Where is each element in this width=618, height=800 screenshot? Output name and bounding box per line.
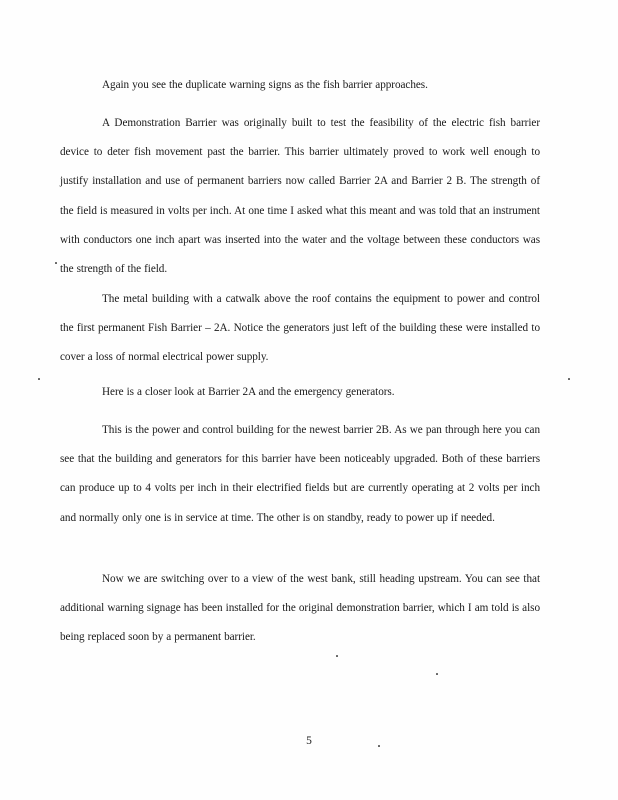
paragraph-metal-building — [60, 285, 540, 373]
paragraph-text: The metal building with a catwalk above the roof contains the equipment to power and control the first permanent Fish Barrier – 2A. Notice the generators just left of the building these were installed to cover a loss of normal electrical power supply. — [60, 293, 540, 364]
scan-speck — [38, 378, 40, 380]
paragraph-text: A Demonstration Barrier was originally built to test the feasibility of the electric fish barrier device to deter fish movement past the barrier. This barrier ultimately proved to work well enough to justify installation and use of permanent barriers now called Barrier 2A and Barrier 2 B. The strength of the field is measured in volts per inch. At one time I asked what this meant and was told that an instrument with conductors one inch apart was inserted into the water and the voltage between these conductors was the strength of the field. — [60, 117, 540, 276]
paragraph-text: Now we are switching over to a view of the west bank, still heading upstream. You can see that additional warning signage has been installed for the original demonstration barrier, which I am told is also being replaced soon by a permanent barrier. — [60, 573, 540, 644]
paragraph-text: Here is a closer look at Barrier 2A and the emergency generators. — [102, 386, 395, 398]
scan-speck — [436, 673, 438, 675]
paragraph-demonstration-barrier — [60, 109, 540, 284]
scan-speck — [378, 745, 380, 747]
paragraph-text: This is the power and control building for the newest barrier 2B. As we pan through here you can see that the building and generators for this barrier have been noticeably upgraded. Both of these barriers can produce up to 4 volts per inch in their electrified fields but are currently operating at 2 volts per inch and normally only one is in service at time. The other is on standby, ready to power up if needed. — [60, 424, 540, 524]
paragraph-closer-look — [60, 378, 540, 407]
paragraph-west-bank — [60, 565, 540, 653]
paragraph-duplicate-warning-signs — [60, 71, 540, 100]
paragraph-text: Again you see the duplicate warning signs as the fish barrier approaches. — [102, 79, 428, 91]
scan-speck — [55, 262, 57, 264]
scan-speck — [336, 655, 338, 657]
paragraph-power-control-building — [60, 416, 540, 533]
page-number: 5 — [306, 735, 312, 747]
scan-speck — [568, 378, 570, 380]
